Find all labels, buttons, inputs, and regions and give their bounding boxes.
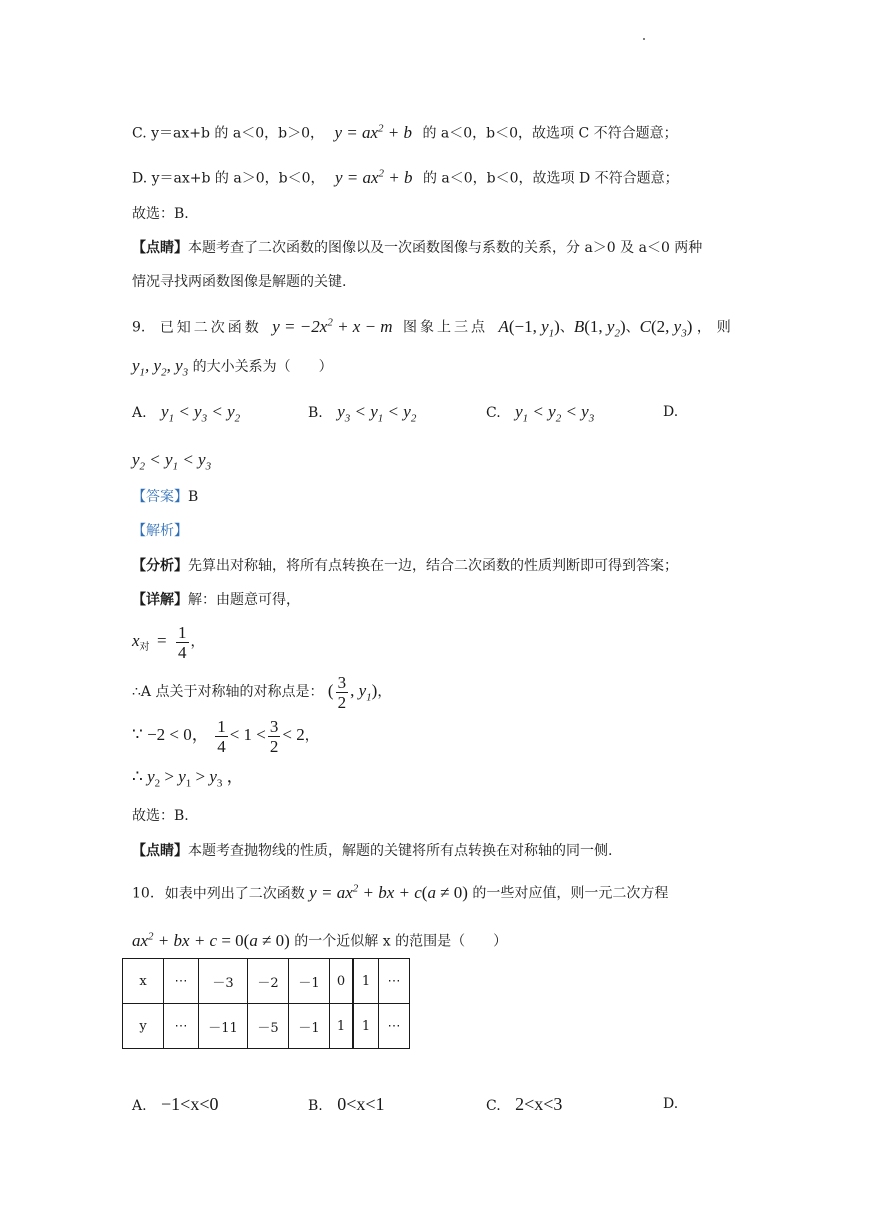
q9-comment-label: 【点睛】 (132, 843, 188, 859)
table-cell: ⋯ (379, 1004, 410, 1049)
table-cell: ⋯ (164, 1004, 199, 1049)
q10-option-c[interactable] (486, 1094, 562, 1116)
q9-sym-text: ∴A 点关于对称轴的对称点是： (132, 684, 324, 700)
table-cell: ⋯ (164, 959, 199, 1004)
q9-comment-line (132, 841, 612, 861)
table-cell: －3 (199, 959, 248, 1004)
q9-because-pre: ∵ −2 < 0， (132, 725, 209, 744)
q9-because-frac1: $\frac{1}{4}$ (217, 716, 226, 756)
q10-option-b[interactable] (308, 1094, 385, 1116)
table-cell: y (123, 1004, 164, 1049)
q9-answer-label: 【答案】 (132, 489, 188, 505)
q10-stem-post: 的一些对应值，则一元二次方程 (472, 885, 669, 902)
table-cell: －1 (289, 1004, 330, 1049)
q10-stem-pre: 如表中列出了二次函数 (164, 885, 305, 902)
q9-comment-text: 本题考查抛物线的性质，解题的关键将所有点转换在对称轴的同一侧. (188, 843, 613, 859)
q10-option-a[interactable] (132, 1094, 218, 1116)
q9-axis-sub: 对 (139, 641, 150, 653)
q8-answer-line: 故选：B. (132, 206, 189, 222)
q9-xiangjie-text: 解：由题意可得， (188, 592, 300, 608)
q9-therefore-line (132, 767, 244, 793)
q9-stem-pre: 已知二次函数 (159, 319, 262, 336)
q9-answer-value: B (188, 489, 199, 505)
q9-option-d-expr: $y_2 < y_1 < y_3$ (132, 450, 212, 473)
q9-option-a[interactable] (132, 402, 240, 428)
page-marker-dot (643, 38, 645, 40)
table-cell: －11 (199, 1004, 248, 1049)
opt-c-suffix: 的 a＜0，b＜0，故选项 C 不符合题意； (422, 125, 678, 142)
q9-symmetric-line: ∴A 点关于对称轴的对称点是： ( $\frac{3}{2}$ , $y_1$)， (132, 672, 392, 712)
q9-therefore: ∴ $y_2 > y_1 > y_3$ ， (132, 767, 244, 790)
q9-point-c: C(2, $y_3$) (639, 316, 693, 340)
table-cell: －2 (248, 959, 289, 1004)
q9-option-c-expr: $y_1 < y_2 < y_3$ (515, 402, 595, 425)
table-cell: ⋯ (379, 959, 410, 1004)
q9-stem-end: ，则 (696, 319, 737, 336)
q9-option-a-label: A. (132, 405, 147, 421)
q9-option-a-expr: $y_1 < y_3 < y_2$ (161, 402, 241, 425)
q9-fenxi-text: 先算出对称轴，将所有点转换在一边，结合二次函数的性质判断即可得到答案； (188, 558, 678, 574)
q10-option-c-expr: 2<x<3 (515, 1094, 563, 1114)
q9-stem-question: 的大小关系为（ ） (192, 359, 333, 375)
q10-function: $y = ax^2$ + bx + c(a ≠ 0) (309, 882, 468, 902)
q8-comment-text1: 本题考查了二次函数的图像以及一次函数图像与系数的关系，分 a＞0 及 a＜0 两种 (188, 240, 703, 256)
table-row (123, 959, 410, 1004)
q10-stem-line1 (132, 878, 668, 904)
table-cell: 0 (330, 959, 354, 1004)
opt-d-suffix: 的 a＜0，b＜0，故选项 D 不符合题意； (422, 170, 679, 187)
opt-d-prefix: D. y＝ax+b 的 a＞0，b＜0， (132, 170, 325, 187)
table-cell: 1 (330, 1004, 354, 1049)
q9-vars: $y_1$, $y_2$, $y_3$ (132, 356, 189, 379)
q10-value-table (122, 958, 410, 1049)
q10-option-a-expr: −1<x<0 (161, 1094, 219, 1114)
q10-stem-question: 的一个近似解 x 的范围是（ ） (294, 933, 508, 950)
q9-option-d-label: D. (663, 404, 679, 420)
q10-option-a-label: A. (132, 1098, 147, 1114)
q10-equation: $ax^2$ + bx + c = 0(a ≠ 0) (132, 930, 290, 950)
q9-sym-fraction: $\frac{3}{2}$ (337, 672, 347, 712)
table-cell: x (123, 959, 164, 1004)
q10-option-b-label: B. (308, 1098, 323, 1114)
q8-comment-line2: 情况寻找两函数图像是解题的关键. (132, 274, 347, 290)
q9-axis-line: $x_对$ = $\frac{1}{4}$ ， (132, 622, 205, 662)
q9-axis-var: x (132, 631, 140, 650)
q9-number: 9. (132, 319, 146, 336)
q9-function: $y = -2x^2 + x - m$ (272, 316, 393, 336)
q9-because-line: ∵ −2 < 0， $\frac{1}{4}$ < 1 < $\frac{3}{2}$ < 2， (132, 716, 319, 756)
table-cell: 1 (353, 959, 379, 1004)
q8-comment-label: 【点睛】 (132, 240, 188, 256)
table-cell: 1 (353, 1004, 379, 1049)
q9-fenxi-label: 【分析】 (132, 558, 188, 574)
q9-option-b[interactable] (308, 402, 416, 428)
q9-option-b-label: B. (308, 405, 323, 421)
q9-xiangjie-label: 【详解】 (132, 592, 188, 608)
q9-analysis-label: 【解析】 (132, 523, 188, 539)
q10-option-d[interactable] (663, 1094, 678, 1114)
q9-stem-line2 (132, 356, 333, 382)
option-c-explanation (132, 118, 678, 144)
option-d-explanation (132, 163, 679, 189)
opt-c-formula: $y = ax^2 + b$ (334, 122, 412, 142)
opt-c-prefix: C. y＝ax+b 的 a＜0，b＞0， (132, 125, 324, 142)
table-row (123, 1004, 410, 1049)
q9-axis-fraction: $\frac{1}{4}$ (178, 622, 187, 662)
q9-stem-line1: 9. 已知二次函数 $y = -2x^2 + x - m$ 图象上三点 A(−1, $y_1$)、B(1, $y_2$)、C(2, $y_3$) ，则 (132, 316, 737, 340)
q9-option-b-expr: $y_3 < y_1 < y_2$ (337, 402, 417, 425)
q9-option-c[interactable] (486, 402, 594, 428)
q9-option-d[interactable] (663, 402, 678, 422)
q9-answer-line (132, 487, 198, 507)
q8-comment-line1 (132, 238, 702, 258)
q10-option-d-label: D. (663, 1096, 679, 1112)
q9-stem-mid: 图象上三点 (403, 319, 489, 336)
q9-option-d-expr-line (132, 450, 211, 476)
q9-final-answer: 故选：B. (132, 808, 189, 824)
q10-option-b-expr: 0<x<1 (337, 1094, 385, 1114)
q10-option-c-label: C. (486, 1098, 501, 1114)
q9-option-c-label: C. (486, 405, 501, 421)
q10-stem-line2 (132, 926, 507, 952)
q9-point-b: B(1, $y_2$) (573, 316, 626, 340)
q9-because-frac2: $\frac{3}{2}$ (269, 716, 279, 756)
q9-xiangjie-line (132, 590, 300, 610)
q10-number: 10. (132, 885, 155, 902)
table-cell: －1 (289, 959, 330, 1004)
q9-point-a: A(−1, $y_1$) (498, 316, 560, 340)
opt-d-formula: $y = ax^2 + b$ (334, 167, 413, 187)
table-cell: －5 (248, 1004, 289, 1049)
q9-fenxi-line (132, 556, 678, 576)
